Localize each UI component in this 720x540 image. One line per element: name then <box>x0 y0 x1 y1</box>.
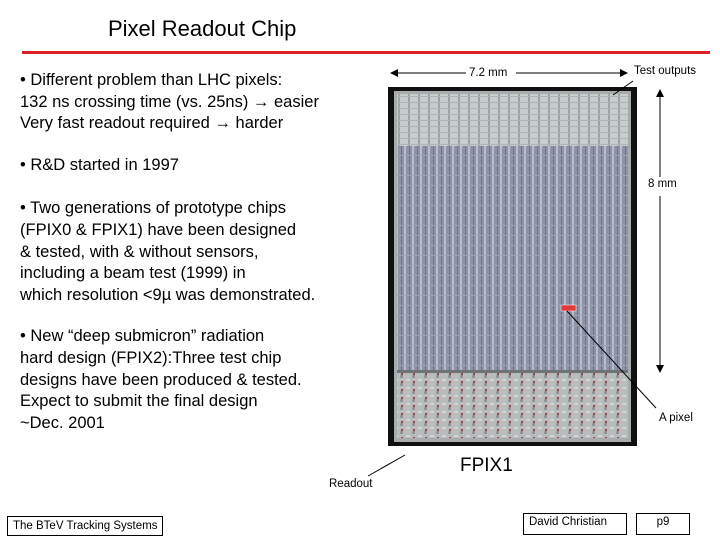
width-label: 7.2 mm <box>469 67 508 79</box>
chip-name-label: FPIX1 <box>460 455 513 476</box>
bullet-rd: • R&D started in 1997 <box>20 155 179 174</box>
page-number: p9 <box>636 513 690 535</box>
bullet-lhc: • Different problem than LHC pixels: 132 ns crossing time (vs. 25ns) → easier Very fast readout required → harder <box>20 71 319 133</box>
test-outputs-leader <box>613 81 633 95</box>
readout-leader <box>368 455 405 476</box>
footer-left: The BTeV Tracking Systems <box>7 516 163 536</box>
bullet-prototypes: • Two generations of prototype chips (FPIX0 & FPIX1) have been designed & tested, with & without sensors, including a beam test (1999) in which resolution <9µ was demonstrated. <box>20 199 316 304</box>
pixel-label: A pixel <box>659 412 693 424</box>
test-outputs-label: Test outputs <box>634 65 697 77</box>
footer-author: David Christian <box>523 513 627 535</box>
pixel-leader <box>567 311 656 408</box>
readout-label: Readout <box>329 478 373 490</box>
height-label: 8 mm <box>648 178 677 190</box>
slide-title: Pixel Readout Chip <box>108 16 297 41</box>
bullet-fpix2: • New “deep submicron” radiation hard design (FPIX2):Three test chip designs have been produced & tested. Expect to submit the final design ~Dec. 2001 <box>20 327 302 432</box>
